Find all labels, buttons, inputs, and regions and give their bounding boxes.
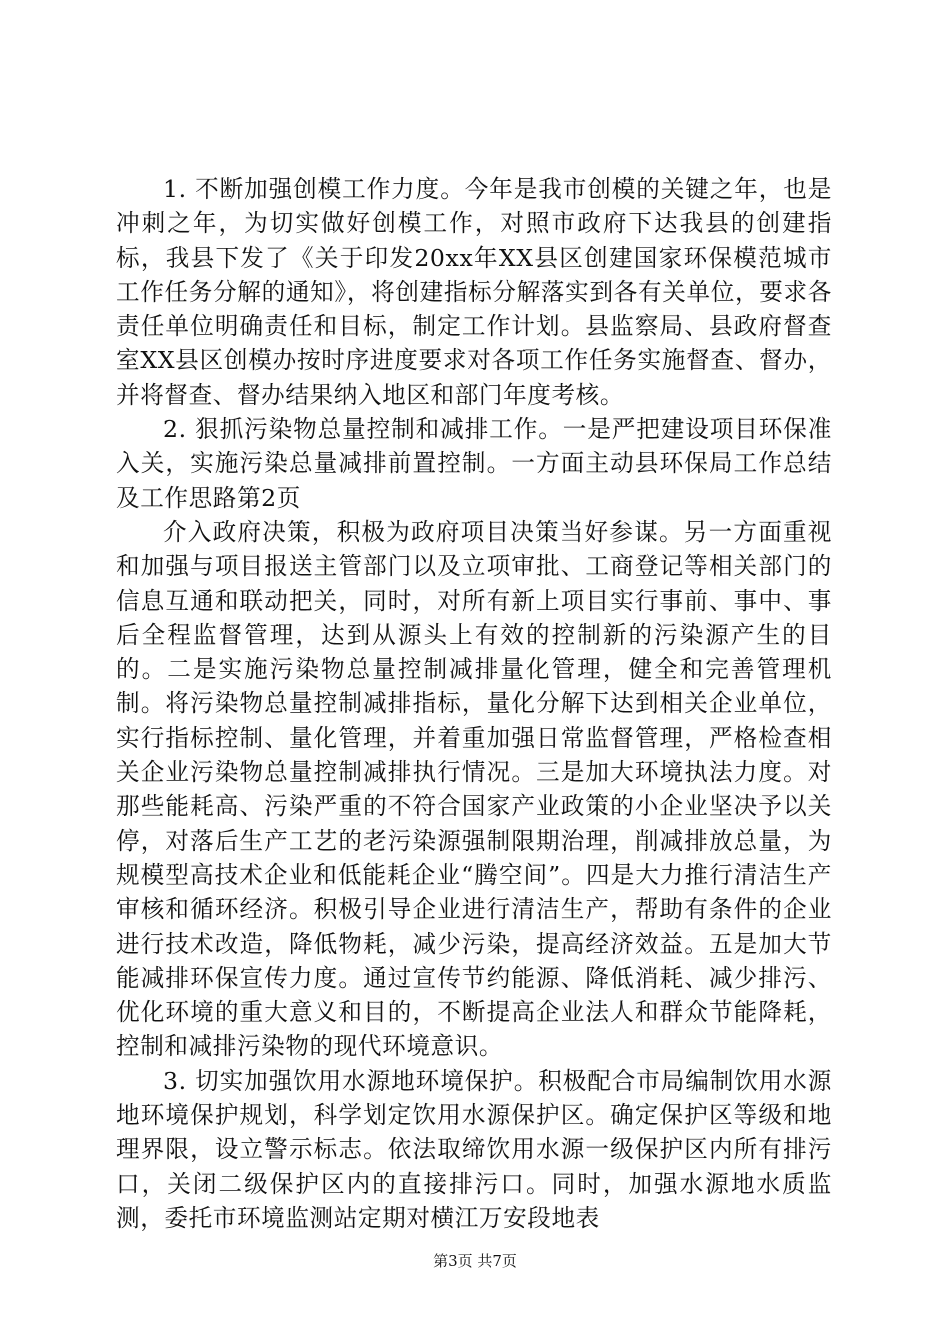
page-footer: 第3页 共7页 bbox=[433, 1252, 517, 1270]
document-body bbox=[116, 172, 832, 1235]
paragraph-2: 2. 狠抓污染物总量控制和减排工作。一是严把建设项目环保准入关，实施污染总量减排前置控制。一方面主动县环保局工作总结及工作思路第2页 bbox=[116, 415, 832, 512]
paragraph-3: 介入政府决策，积极为政府项目决策当好参谋。另一方面重视和加强与项目报送主管部门以及立项审批、工商登记等相关部门的信息互通和联动把关，同时，对所有新上项目实行事前、事中、事后全程监督管理，达到从源头上有效的控制新的污染源产生的目的。二是实施污染物总量控制减排量化管理，健全和完善管理机制。将污染物总量控制减排指标，量化分解下达到相关企业单位，实行指标控制、量化管理，并着重加强日常监督管理，严格检查相关企业污染物总量控制减排执行情况。三是加大环境执法力度。对那些能耗高、污染严重的不符合国家产业政策的小企业坚决予以关停，对落后生产工艺的老污染源强制限期治理，削减排放总量，为规模型高技术企业和低能耗企业“腾空间”。四是大力推行清洁生产审核和循环经济。积极引导企业进行清洁生产，帮助有条件的企业进行技术改造，降低物耗，减少污染，提高经济效益。五是加大节能减排环保宣传力度。通过宣传节约能源、降低消耗、减少排污、优化环境的重大意义和目的，不断提高企业法人和群众节能降耗，控制和减排污染物的现代环境意识。 bbox=[116, 517, 832, 1061]
paragraph-1: 1. 不断加强创模工作力度。今年是我市创模的关键之年，也是冲刺之年，为切实做好创模工作，对照市政府下达我县的创建指标，我县下发了《关于印发20xx年XX县区创建国家环保模范城市工作任务分解的通知》，将创建指标分解落实到各有关单位，要求各责任单位明确责任和目标，制定工作计划。县监察局、县政府督查室XX县区创模办按时序进度要求对各项工作任务实施督查、督办，并将督查、督办结果纳入地区和部门年度考核。 bbox=[116, 175, 832, 409]
paragraph-4: 3. 切实加强饮用水源地环境保护。积极配合市局编制饮用水源地环境保护规划，科学划定饮用水源保护区。确定保护区等级和地理界限，设立警示标志。依法取缔饮用水源一级保护区内所有排污口，关闭二级保护区内的直接排污口。同时，加强水源地水质监测，委托市环境监测站定期对横江万安段地表 bbox=[116, 1066, 832, 1232]
